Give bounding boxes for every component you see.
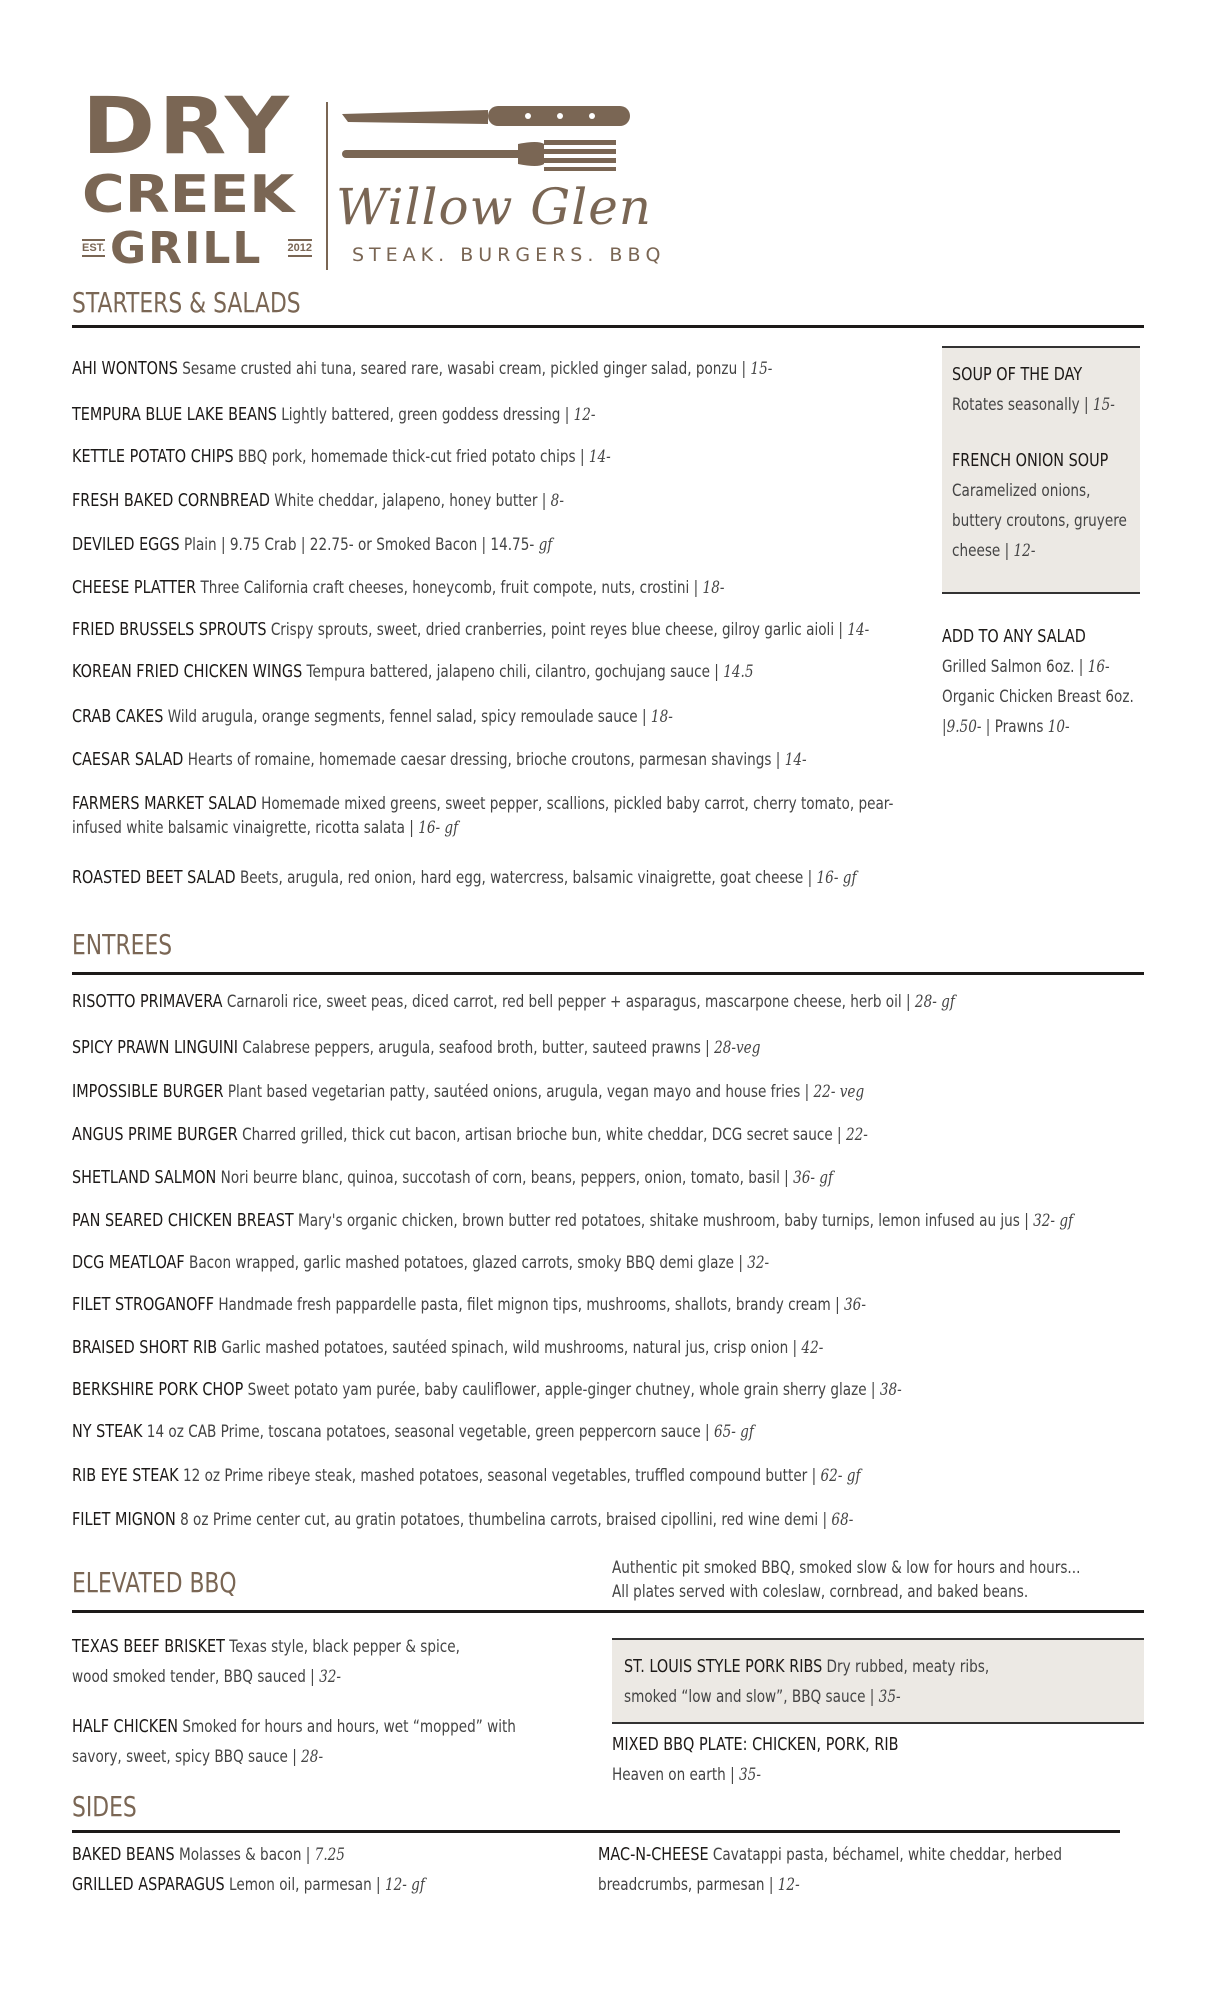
menu-item: IMPOSSIBLE BURGER Plant based vegetarian patty, sautéed onions, arugula, vegan mayo and house fries | 22- veg [72, 1081, 865, 1102]
french-onion-line3: cheese | 12- [952, 541, 1036, 561]
menu-item: MAC-N-CHEESE Cavatappi pasta, béchamel, white cheddar, herbed breadcrumbs, parmesan | 12- [598, 1844, 1063, 1895]
menu-item: AHI WONTONS Sesame crusted ahi tuna, seared rare, wasabi cream, pickled ginger salad, ponzu | 15- [72, 358, 773, 379]
menu-item: FARMERS MARKET SALAD Homemade mixed greens, sweet pepper, scallions, pickled baby carrot, cherry tomato, pear- infused white balsamic vinaigrette, ricotta salata | 16- gf [72, 793, 894, 838]
bbq-note: Authentic pit smoked BBQ, smoked slow & low for hours and hours... All plates served with coleslaw, cornbread, and baked beans. [612, 1558, 1081, 1602]
menu-item: KETTLE POTATO CHIPS BBQ pork, homemade thick-cut fried potato chips | 14- [72, 446, 611, 467]
french-onion-title: FRENCH ONION SOUP [952, 450, 1109, 471]
sides-title: SIDES [72, 1790, 137, 1823]
menu-item: CHEESE PLATTER Three California craft cheeses, honeycomb, fruit compote, nuts, crostini | 18- [72, 577, 725, 598]
logo [0, 0, 700, 280]
menu-item: NY STEAK 14 oz CAB Prime, toscana potatoes, seasonal vegetable, green peppercorn sauce | 65- gf [72, 1421, 754, 1442]
menu-item: DEVILED EGGS Plain | 9.75 Crab | 22.75- or Smoked Bacon | 14.75- gf [72, 534, 553, 555]
bbq-title: ELEVATED BBQ [72, 1566, 237, 1599]
logo-year: 2012 [288, 239, 312, 257]
logo-grill-row [82, 223, 312, 274]
logo-creek-text: CREEK [82, 165, 295, 225]
menu-item: BRAISED SHORT RIB Garlic mashed potatoes, sautéed spinach, wild mushrooms, natural jus, crisp onion | 42- [72, 1337, 824, 1358]
menu-item: FILET MIGNON 8 oz Prime center cut, au gratin potatoes, thumbelina carrots, braised cipollini, red wine demi | 68- [72, 1509, 854, 1530]
logo-divider [326, 102, 328, 270]
menu-item: RIB EYE STEAK 12 oz Prime ribeye steak, mashed potatoes, seasonal vegetables, truffled compound butter | 62- gf [72, 1465, 861, 1486]
menu-item: SPICY PRAWN LINGUINI Calabrese peppers, arugula, seafood broth, butter, sauteed prawns | 28-veg [72, 1037, 761, 1058]
menu-item: PAN SEARED CHICKEN BREAST Mary's organic chicken, brown butter red potatoes, shitake mushroom, baby turnips, lemon infused au jus | 32- gf [72, 1210, 1074, 1231]
menu-item: BERKSHIRE PORK CHOP Sweet potato yam purée, baby cauliflower, apple-ginger chutney, whole grain sherry glaze | 38- [72, 1379, 902, 1400]
soup-box [942, 346, 1140, 594]
menu-item: KOREAN FRIED CHICKEN WINGS Tempura battered, jalapeno chili, cilantro, gochujang sauce | 14.5 [72, 661, 754, 682]
menu-item: TEMPURA BLUE LAKE BEANS Lightly battered, green goddess dressing | 12- [72, 404, 596, 425]
add-to-salad-title: ADD TO ANY SALAD [942, 626, 1086, 647]
entrees-title: ENTREES [72, 928, 173, 961]
starters-title: STARTERS & SALADS [72, 286, 301, 319]
logo-grill-text: GRILL [110, 223, 263, 274]
soup-of-the-day-desc: Rotates seasonally | 15- [952, 395, 1115, 415]
menu-item: TEXAS BEEF BRISKET Texas style, black pepper & spice, wood smoked tender, BBQ sauced | 32- [72, 1636, 460, 1687]
bbq-rule [72, 1610, 1144, 1613]
menu-item: BAKED BEANS Molasses & bacon | 7.25 GRILLED ASPARAGUS Lemon oil, parmesan | 12- gf [72, 1844, 425, 1895]
logo-script-text: Willow Glen [336, 178, 653, 236]
menu-item: CAESAR SALAD Hearts of romaine, homemade caesar dressing, brioche croutons, parmesan shavings | 14- [72, 749, 807, 770]
add-to-salad: ADD TO ANY SALAD Grilled Salmon 6oz. | 16- Organic Chicken Breast 6oz. |9.50- | Prawns 10- [942, 622, 1150, 742]
menu-item: MIXED BBQ PLATE: CHICKEN, PORK, RIB Heaven on earth | 35- [612, 1734, 899, 1785]
menu-item: ANGUS PRIME BURGER Charred grilled, thick cut bacon, artisan brioche bun, white cheddar, DCG secret sauce | 22- [72, 1124, 868, 1145]
french-onion-line1: Caramelized onions, [952, 481, 1091, 501]
knife-fork-icon [338, 100, 638, 180]
menu-item: DCG MEATLOAF Bacon wrapped, garlic mashed potatoes, glazed carrots, smoky BBQ demi glaze | 32- [72, 1252, 770, 1273]
soup-box-content [952, 360, 1144, 566]
menu-item: CRAB CAKES Wild arugula, orange segments, fennel salad, spicy remoulade sauce | 18- [72, 706, 673, 727]
menu-item: RISOTTO PRIMAVERA Carnaroli rice, sweet peas, diced carrot, red bell pepper + asparagus, mascarpone cheese, herb oil | 28- gf [72, 991, 955, 1012]
menu-item: FILET STROGANOFF Handmade fresh pappardelle pasta, filet mignon tips, mushrooms, shallots, brandy cream | 36- [72, 1294, 866, 1315]
logo-dry-text: DRY [82, 82, 293, 172]
menu-item: FRESH BAKED CORNBREAD White cheddar, jalapeno, honey butter | 8- [72, 490, 564, 511]
soup-of-the-day-title: SOUP OF THE DAY [952, 364, 1083, 385]
menu-item: SHETLAND SALMON Nori beurre blanc, quinoa, succotash of corn, beans, peppers, onion, tomato, basil | 36- gf [72, 1167, 834, 1188]
logo-est: EST. [82, 239, 105, 257]
sides-rule [72, 1830, 1120, 1833]
menu-item: ROASTED BEET SALAD Beets, arugula, red onion, hard egg, watercress, balsamic vinaigrette, goat cheese | 16- gf [72, 867, 857, 888]
entrees-rule [72, 972, 1144, 975]
menu-item: HALF CHICKEN Smoked for hours and hours, wet “mopped” with savory, sweet, spicy BBQ sauce | 28- [72, 1716, 516, 1767]
menu-item: FRIED BRUSSELS SPROUTS Crispy sprouts, sweet, dried cranberries, point reyes blue cheese, gilroy garlic aioli | 14- [72, 619, 870, 640]
logo-tagline: STEAK. BURGERS. BBQ [352, 244, 666, 266]
ribs-box: ST. LOUIS STYLE PORK RIBS Dry rubbed, meaty ribs, smoked “low and slow”, BBQ sauce | 35- [612, 1638, 1144, 1724]
french-onion-line2: buttery croutons, gruyere [952, 511, 1127, 531]
starters-rule [72, 325, 1144, 328]
